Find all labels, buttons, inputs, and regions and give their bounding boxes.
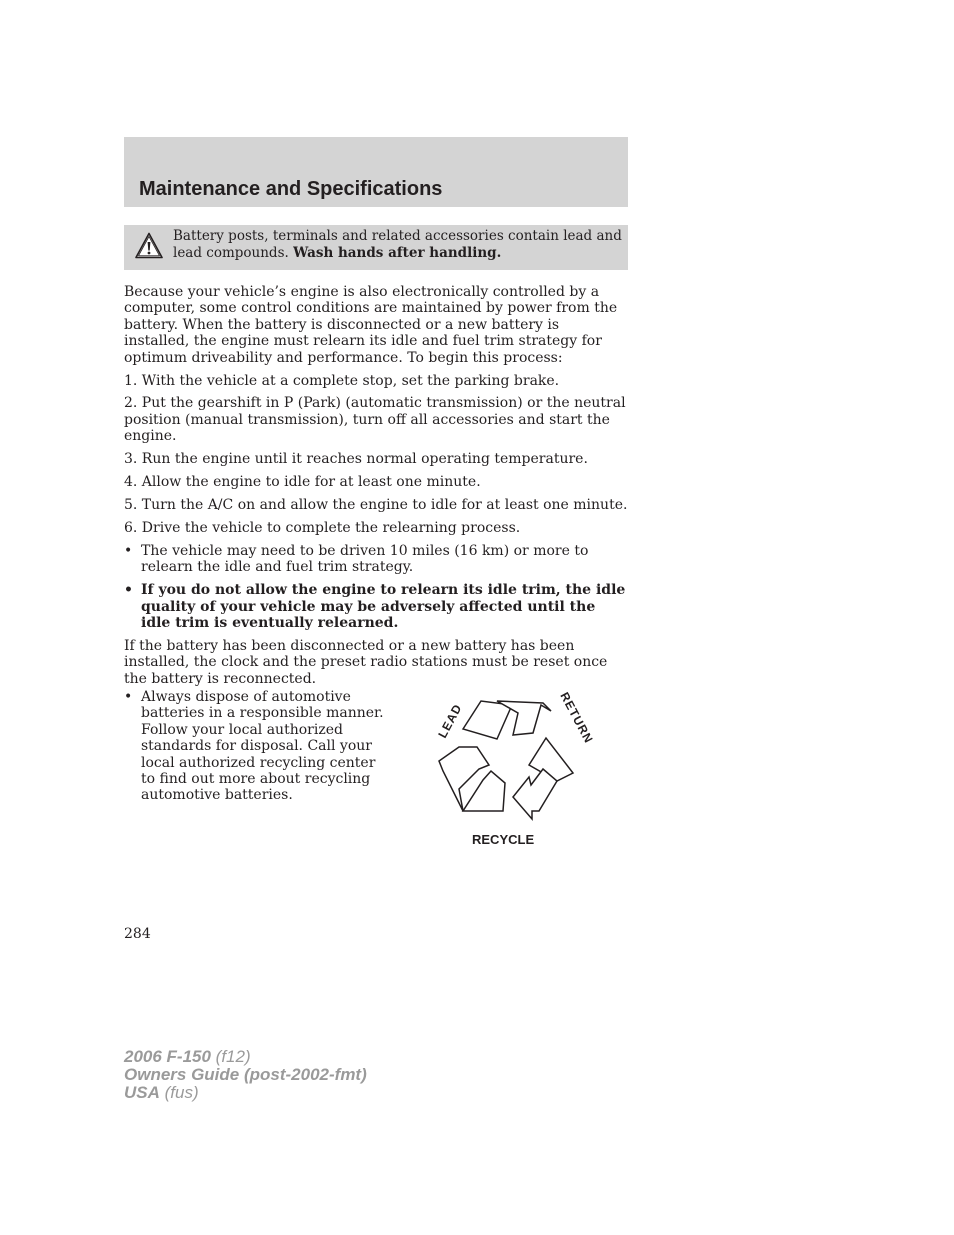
step-4: 4. Allow the engine to idle for at least one minute. <box>124 474 481 491</box>
warning-box <box>124 225 628 270</box>
step-3: 3. Run the engine until it reaches normal operating temperature. <box>124 451 588 468</box>
warning-text <box>173 228 623 262</box>
footer-model: 2006 F-150 <box>124 1047 211 1066</box>
footer-line-3 <box>124 1084 367 1102</box>
intro-paragraph: Because your vehicle’s engine is also electronically controlled by a computer, some control conditions are maintained by power from the battery. When the battery is disconnected or a new battery is installed, the engine must relearn its idle and fuel trim strategy for optimum driveability and performance. To begin this process: <box>124 284 618 366</box>
footer-market: USA <box>124 1083 160 1102</box>
recycle-label-recycle: RECYCLE <box>472 832 535 847</box>
bullet-text: The vehicle may need to be driven 10 miles (16 km) or more to relearn the idle and fuel trim strategy. <box>141 542 589 576</box>
bullet-text: If you do not allow the engine to relearn its idle trim, the idle quality of your vehicle may be adversely affected until the idle trim is eventually relearned. <box>141 582 626 631</box>
recycle-label-lead: LEAD <box>435 701 465 741</box>
warning-emphasis: Wash hands after handling. <box>293 245 502 261</box>
reset-paragraph: If the battery has been disconnected or a new battery has been installed, the clock and the preset radio stations must be reset once the battery is reconnected. <box>124 637 608 687</box>
step-2: 2. Put the gearshift in P (Park) (automatic transmission) or the neutral position (manual transmission), turn off all accessories and start the engine. <box>124 395 626 445</box>
step-6: 6. Drive the vehicle to complete the relearning process. <box>124 519 521 536</box>
section-header <box>124 137 628 207</box>
step-5: 5. Turn the A/C on and allow the engine to idle for at least one minute. <box>124 496 628 513</box>
recycle-label-return: RETURN <box>557 689 597 746</box>
step-1: 1. With the vehicle at a complete stop, set the parking brake. <box>124 372 560 389</box>
bullet-text: Always dispose of automotive batteries in a responsible manner. Follow your local authorized standards for disposal. Call your local authorized recycling center to find out more about recycling automotive batteries. <box>141 689 384 804</box>
recycle-logo <box>415 685 600 855</box>
footer-market-code: (fus) <box>159 1083 199 1102</box>
body-text <box>124 284 628 694</box>
bullet-item-dispose <box>124 689 384 804</box>
section-title: Maintenance and Specifications <box>139 178 443 200</box>
footer-model-code: (f12) <box>210 1047 251 1066</box>
bullet-icon: • <box>124 689 133 705</box>
warning-message: Battery posts, terminals and related accessories contain lead and lead compounds. <box>173 228 622 261</box>
footer-line-1 <box>124 1048 367 1066</box>
bullet-icon: • <box>124 542 133 559</box>
page-number: 284 <box>124 926 151 942</box>
footer-line-2: Owners Guide (post-2002-fmt) <box>124 1065 367 1084</box>
bullet-icon: • <box>124 582 133 599</box>
bullet-item-idle-trim <box>124 582 628 631</box>
bullet-item-drive <box>124 543 628 576</box>
footer <box>124 1048 367 1102</box>
warning-triangle-icon <box>134 231 164 261</box>
